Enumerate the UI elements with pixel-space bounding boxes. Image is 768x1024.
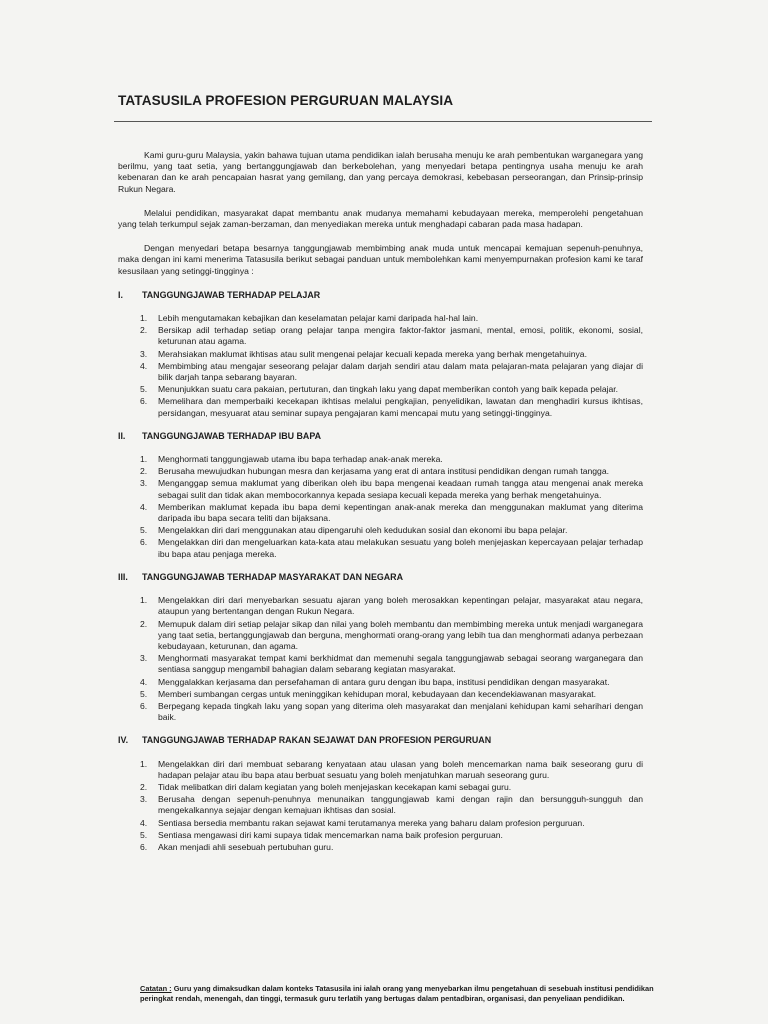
- list-item-number: 1.: [140, 313, 148, 324]
- list-item-number: 2.: [140, 781, 148, 792]
- section-heading-4: [118, 735, 643, 746]
- section-heading-text: TANGGUNGJAWAB TERHADAP MASYARAKAT DAN NEGARA: [142, 571, 403, 582]
- footnote: [140, 984, 660, 1004]
- list-item-number: 4.: [140, 676, 148, 687]
- list-item-number: 2.: [140, 466, 148, 477]
- list-item-number: 3.: [140, 348, 148, 359]
- list-item-text: Tidak melibatkan diri dalam kegiatan yang boleh menjejaskan kecekapan kami sebagai guru.: [158, 781, 512, 792]
- list-item-text: Berusaha mewujudkan hubungan mesra dan kerjasama yang erat di antara institusi pendidikan dengan rumah tangga.: [158, 466, 609, 477]
- list-item-text: Menggalakkan kerjasama dan persefahaman di antara guru dengan ibu bapa, institusi pendidikan dengan masyarakat.: [158, 676, 610, 687]
- list-item: [118, 595, 643, 617]
- list-item: [118, 537, 643, 559]
- list-item-number: 5.: [140, 688, 148, 699]
- section-number: III.: [118, 571, 128, 582]
- list-item-text: Menunjukkan suatu cara pakaian, pertuturan, dan tingkah laku yang dapat memberikan contoh yang baik kepada pelajar.: [158, 384, 619, 395]
- list-item-number: 6.: [140, 700, 148, 711]
- intro-paragraph-2: Melalui pendidikan, masyarakat dapat membantu anak mudanya memahami kebudayaan mereka, memperolehi pengetahuan yang telah terkumpul sejak zaman-berzaman, dan menyediakan mereka untuk menghadapi cabaran pada masa hadapan.: [118, 207, 643, 230]
- list-item-text: Memberikan maklumat kepada ibu bapa demi kepentingan anak-anak mereka dan menggunakan maklumat yang diterima daripada ibu bapa secara teliti dan bijaksana.: [158, 501, 643, 524]
- list-item: [118, 782, 643, 793]
- section-heading-text: TANGGUNGJAWAB TERHADAP IBU BAPA: [142, 430, 321, 441]
- list-item-number: 6.: [140, 396, 148, 407]
- section-heading-text: TANGGUNGJAWAB TERHADAP RAKAN SEJAWAT DAN PROFESION PERGURUAN: [142, 735, 492, 746]
- list-item: [118, 384, 643, 395]
- list-item-text: Menghormati tanggungjawab utama ibu bapa terhadap anak-anak mereka.: [158, 454, 443, 465]
- list-item-number: 5.: [140, 384, 148, 395]
- list-item-number: 5.: [140, 829, 148, 840]
- list-item: [118, 689, 643, 700]
- list-item-text: Mengelakkan diri dari menyebarkan sesuatu ajaran yang boleh merosakkan kepentingan pelajar, masyarakat atau negara, ataupun yang bertentangan dengan Rukun Negara.: [158, 595, 643, 617]
- list-item-number: 4.: [140, 817, 148, 828]
- section-number: I.: [118, 289, 123, 300]
- list-item: [118, 830, 643, 841]
- list-item: [118, 653, 643, 675]
- list-item-text: Membimbing atau mengajar seseorang pelajar dalam darjah sendiri atau dalam mata pelajaran-mata pelajaran yang diajar di bilik darjah tanpa sebarang bayaran.: [158, 360, 643, 383]
- list-item-text: Sentiasa bersedia membantu rakan sejawat kami terutamanya mereka yang baharu dalam profesion perguruan.: [158, 817, 585, 828]
- list-item: [118, 454, 643, 465]
- list-item: [118, 619, 643, 653]
- list-item: [118, 502, 643, 524]
- list-item-number: 6.: [140, 537, 148, 548]
- list-item: [118, 361, 643, 383]
- list-item-number: 5.: [140, 525, 148, 536]
- footnote-label: Catatan :: [140, 984, 172, 993]
- list-item: [118, 759, 643, 781]
- list-item-text: Sentiasa mengawasi diri kami supaya tidak mencemarkan nama baik profesion perguruan.: [158, 829, 503, 840]
- list-item: [118, 466, 643, 477]
- section-item-list: [118, 595, 643, 723]
- list-item-number: 1.: [140, 758, 148, 769]
- document-title: TATASUSILA PROFESION PERGURUAN MALAYSIA: [118, 93, 454, 108]
- list-item-text: Lebih mengutamakan kebajikan dan keselamatan pelajar kami daripada hal-hal lain.: [158, 313, 479, 324]
- section-item-list: [118, 759, 643, 854]
- list-item-text: Berusaha dengan sepenuh-penuhnya menunaikan tanggungjawab kami dengan rajin dan bersungguh-sungguh dan mengekalkannya sejajar dengan kemajuan ikhtisas dan sosial.: [158, 794, 643, 816]
- section-heading-2: [118, 431, 643, 442]
- section-heading-text: TANGGUNGJAWAB TERHADAP PELAJAR: [142, 289, 321, 300]
- intro-paragraph-1: Kami guru-guru Malaysia, yakin bahawa tujuan utama pendidikan ialah berusaha menuju ke arah pembentukan warganegara yang berilmu, yang taat setia, yang bertanggungjawab dan berkebolehan, yang menyedari betapa pentingnya usaha menuju ke arah kebenaran dan ke arah pencapaian hasrat yang gemilang, dan yang percaya demokrasi, kebebasan perseorangan, dan Prinsip-prinsip Rukun Negara.: [118, 150, 643, 194]
- list-item-number: 2.: [140, 618, 148, 629]
- section-item-list: [118, 454, 643, 560]
- list-item: [118, 842, 643, 853]
- list-item: [118, 794, 643, 816]
- list-item-text: Menghormati masyarakat tempat kami berkhidmat dan memenuhi segala tanggungjawab sebagai seorang warganegara dan sentiasa sanggup mengambil bahagian dalam sebarang kegiatan masyarakat.: [158, 653, 643, 675]
- footnote-text: Guru yang dimaksudkan dalam konteks Tatasusila ini ialah orang yang menyebarkan ilmu pengetahuan di sesebuah institusi pendidikan peringkat rendah, menengah, dan tinggi, termasuk guru terlatih yang bertugas dalam pentadbiran, organisasi, dan penyeliaan pendidikan.: [140, 984, 654, 1003]
- section-item-list: [118, 313, 643, 419]
- list-item: [118, 677, 643, 688]
- document-body: [118, 150, 643, 865]
- list-item-text: Memberi sumbangan cergas untuk meninggikan kehidupan moral, kebudayaan dan kecendekiawanan masyarakat.: [158, 688, 597, 699]
- section-number: IV.: [118, 735, 129, 746]
- list-item: [118, 701, 643, 723]
- list-item: [118, 313, 643, 324]
- list-item-text: Mengelakkan diri dan mengeluarkan kata-kata atau melakukan sesuatu yang boleh menjejaskan kepercayaan pelajar terhadap ibu bapa atau penjaga mereka.: [158, 537, 643, 559]
- list-item: [118, 325, 643, 347]
- list-item: [118, 478, 643, 500]
- list-item-text: Menganggap semua maklumat yang diberikan oleh ibu bapa mengenai keadaan rumah tangga atau mengenai anak mereka sebagai sulit dan tidak akan membocorkannya kepada sesiapa kecuali kepada mereka yang berhak mengetahuinya.: [158, 478, 643, 500]
- list-item: [118, 349, 643, 360]
- list-item: [118, 525, 643, 536]
- list-item: [118, 396, 643, 418]
- list-item: [118, 818, 643, 829]
- list-item-text: Akan menjadi ahli sesebuah pertubuhan guru.: [158, 841, 334, 852]
- list-item-text: Mengelakkan diri dari membuat sebarang kenyataan atau ulasan yang boleh mencemarkan nama baik seseorang guru di hadapan pelajar atau ibu bapa atau berbuat sesuatu yang boleh menjatuhkan maruah seseorang guru.: [158, 758, 643, 780]
- list-item-text: Memupuk dalam diri setiap pelajar sikap dan nilai yang boleh membantu dan membimbing mereka untuk menjadi warganegara yang taat setia, bertanggungjawab dan berguna, menghormati orang-orang yang lebih tua dan menghormati adanya perbezaan kebudayaan, keturunan, dan agama.: [158, 618, 643, 651]
- section-heading-3: [118, 572, 643, 583]
- list-item-text: Berpegang kepada tingkah laku yang sopan yang diterima oleh masyarakat dan menjalani kehidupan kami seharihari dengan baik.: [158, 700, 643, 723]
- list-item-number: 2.: [140, 325, 148, 336]
- list-item-text: Merahsiakan maklumat ikhtisas atau sulit mengenai pelajar kecuali kepada mereka yang berhak mengetahuinya.: [158, 348, 587, 359]
- list-item-number: 3.: [140, 653, 148, 664]
- list-item-number: 3.: [140, 794, 148, 805]
- intro-paragraph-3: Dengan menyedari betapa besarnya tanggungjawab membimbing anak muda untuk mencapai kemajuan sepenuh-penuhnya, maka dengan ini kami menerima Tatasusila berikut sebagai panduan untuk membolehkan kami menyempurnakan profesion kami ke taraf kesusilaan yang setinggi-tingginya :: [118, 243, 643, 276]
- list-item-number: 1.: [140, 595, 148, 606]
- list-item-number: 4.: [140, 360, 148, 371]
- list-item-text: Bersikap adil terhadap setiap orang pelajar tanpa mengira faktor-faktor jasmani, mental, emosi, politik, ekonomi, sosial, keturunan atau agama.: [158, 325, 643, 347]
- list-item-text: Mengelakkan diri dari menggunakan atau dipengaruhi oleh kedudukan sosial dan ekonomi ibu bapa pelajar.: [158, 525, 568, 536]
- list-item-number: 3.: [140, 478, 148, 489]
- list-item-number: 6.: [140, 841, 148, 852]
- section-heading-1: [118, 290, 643, 301]
- list-item-number: 4.: [140, 501, 148, 512]
- title-underline: [114, 121, 652, 122]
- sections-container: [118, 290, 643, 853]
- list-item-text: Memelihara dan memperbaiki kecekapan ikhtisas melalui pengkajian, penyelidikan, lawatan dan menghadiri kursus ikhtisas, persidangan, mesyuarat atau seminar supaya pengajaran kami mencapai mutu yang setinggi-tingginya.: [158, 396, 643, 418]
- list-item-number: 1.: [140, 454, 148, 465]
- section-number: II.: [118, 430, 126, 441]
